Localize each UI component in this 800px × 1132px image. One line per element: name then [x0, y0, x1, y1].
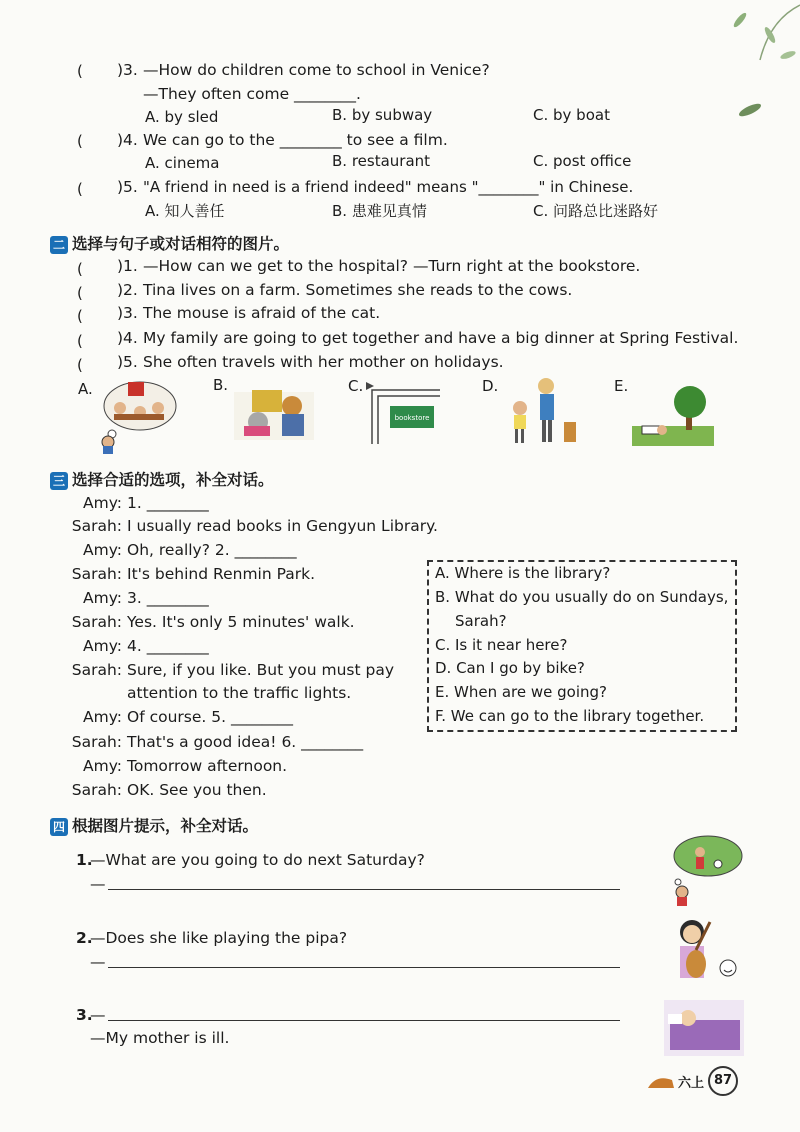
answer-line[interactable] — [108, 967, 620, 968]
item-text: Tina lives on a farm. Sometimes she reads to the cows. — [143, 281, 573, 299]
question-number: )5. — [117, 178, 138, 196]
sick-in-bed-icon — [664, 1000, 744, 1056]
dialogue-line: I usually read books in Gengyun Library. — [127, 517, 438, 535]
dialogue-line: Yes. It's only 5 minutes' walk. — [127, 613, 355, 631]
speaker: Sarah: — [71, 733, 122, 751]
cat-mouse-icon — [234, 386, 314, 442]
speaker: Sarah: — [71, 517, 122, 535]
svg-text:bookstore: bookstore — [394, 414, 430, 422]
question-number: )4. — [117, 131, 138, 149]
speaker: Sarah: — [71, 565, 122, 583]
item-text: —How can we get to the hospital? —Turn right at the bookstore. — [143, 257, 641, 275]
item-text: The mouse is afraid of the cat. — [143, 304, 381, 322]
option: E. When are we going? — [435, 683, 608, 701]
dialogue-line: —My mother is ill. — [90, 1029, 230, 1047]
dialogue-line: 1. ________ — [127, 494, 209, 512]
question-text: —They often come ________. — [143, 85, 361, 103]
section-badge: 二 — [50, 236, 68, 254]
speaker: Amy: — [83, 494, 122, 512]
question-text: We can go to the ________ to see a film. — [143, 131, 448, 149]
speaker: Amy: — [83, 757, 122, 775]
option-c: C. 问路总比迷路好 — [533, 202, 659, 220]
speaker: Amy: — [83, 589, 122, 607]
option-a: A. by sled — [145, 108, 219, 126]
family-dinner-icon — [100, 376, 180, 454]
dialogue-line: 4. ________ — [127, 637, 209, 655]
option: D. Can I go by bike? — [435, 659, 585, 677]
football-icon — [668, 834, 744, 906]
dialogue-line: attention to the traffic lights. — [127, 684, 352, 702]
option: Sarah? — [455, 612, 507, 630]
dialogue-line: Sure, if you like. But you must pay — [127, 661, 394, 679]
section-badge: 四 — [50, 818, 68, 836]
options-box — [427, 560, 737, 732]
dialogue-line: It's behind Renmin Park. — [127, 565, 316, 583]
dialogue-line: Tomorrow afternoon. — [127, 757, 288, 775]
option-a: A. cinema — [145, 154, 220, 172]
option-b: B. by subway — [332, 106, 433, 124]
speaker: Amy: — [83, 708, 122, 726]
item-text: My family are going to get together and have a big dinner at Spring Festival. — [143, 329, 739, 347]
dialogue-line: That's a good idea! 6. ________ — [127, 733, 364, 751]
question-text: "A friend in need is a friend indeed" means "________" in Chinese. — [143, 178, 634, 196]
answer-line[interactable] — [108, 1020, 620, 1021]
section-2-title: 二 选择与句子或对话相符的图片。 — [50, 232, 289, 254]
speaker: Sarah: — [71, 781, 122, 799]
dialogue-line: Of course. 5. ________ — [127, 708, 293, 726]
section-badge: 三 — [50, 472, 68, 490]
grade-label: 六上 — [678, 1076, 705, 1091]
answer-line[interactable] — [108, 889, 620, 890]
mother-daughter-travel-icon — [500, 378, 584, 448]
speaker: Sarah: — [71, 661, 122, 679]
speaker: Sarah: — [71, 613, 122, 631]
dialogue-line: OK. See you then. — [127, 781, 267, 799]
option-a: A. 知人善任 — [145, 202, 225, 220]
fox-icon — [646, 1072, 676, 1090]
section-3-title: 三 选择合适的选项，补全对话。 — [50, 468, 274, 490]
leaf-decoration-icon — [700, 0, 800, 120]
question-text: —Does she like playing the pipa? — [90, 929, 348, 947]
question-text: —How do children come to school in Venice? — [143, 61, 490, 79]
question-number: )3. — [117, 61, 138, 79]
bookstore-map-icon — [366, 380, 442, 444]
girl-pipa-icon — [666, 916, 744, 986]
item-text: She often travels with her mother on holidays. — [143, 353, 504, 371]
option: B. What do you usually do on Sundays, — [435, 588, 729, 606]
option: C. Is it near here? — [435, 636, 568, 654]
option-c: C. post office — [533, 152, 632, 170]
section-4-title: 四 根据图片提示，补全对话。 — [50, 814, 258, 836]
question-text: —What are you going to do next Saturday? — [90, 851, 425, 869]
option-c: C. by boat — [533, 106, 610, 124]
dialogue-line: 3. ________ — [127, 589, 209, 607]
dialogue-line: Oh, really? 2. ________ — [127, 541, 297, 559]
option-b: B. 患难见真情 — [332, 202, 427, 220]
option: A. Where is the library? — [435, 564, 611, 582]
speaker: Amy: — [83, 541, 122, 559]
speaker: Amy: — [83, 637, 122, 655]
farm-tree-cow-icon — [632, 386, 714, 446]
page-number: 87 — [708, 1066, 738, 1096]
option-b: B. restaurant — [332, 152, 431, 170]
option: F. We can go to the library together. — [435, 707, 705, 725]
